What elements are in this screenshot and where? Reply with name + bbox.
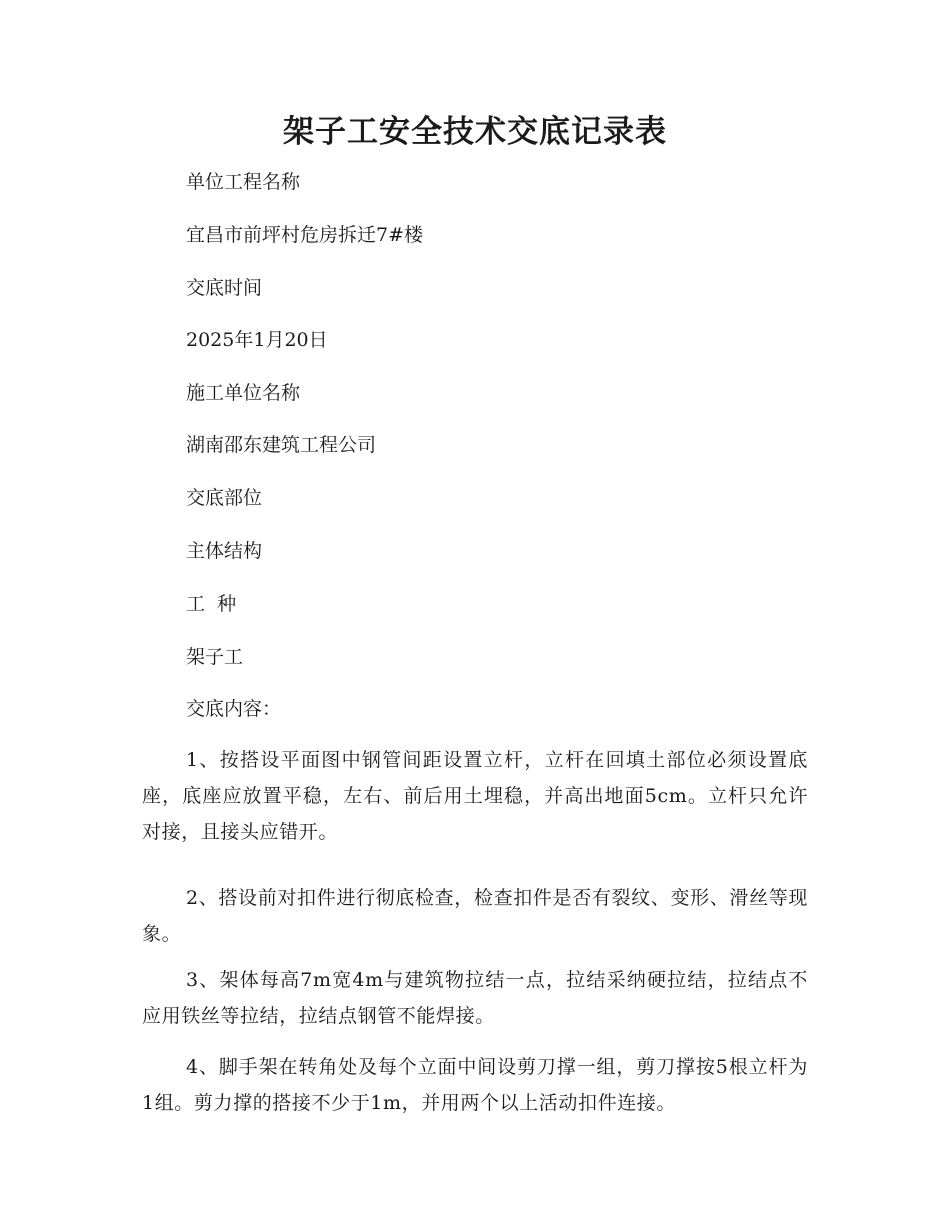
unit-project-label: 单位工程名称 xyxy=(186,171,301,193)
location-label: 交底部位 xyxy=(186,487,263,509)
content-paragraph-3: 3、架体每高7m宽4m与建筑物拉结一点，拉结采纳硬拉结，拉结点不应用铁丝等拉结，拉结点钢管不能焊接。 xyxy=(142,969,808,1027)
location-value: 主体结构 xyxy=(186,540,263,562)
time-value: 2025年1月20日 xyxy=(186,329,328,351)
construction-unit-value: 湖南邵东建筑工程公司 xyxy=(186,434,377,456)
trade-value: 架子工 xyxy=(186,646,244,668)
content-paragraph-2: 2、搭设前对扣件进行彻底检查，检查扣件是否有裂纹、变形、滑丝等现象。 xyxy=(142,887,808,945)
time-label: 交底时间 xyxy=(186,277,263,299)
content-paragraph-4: 4、脚手架在转角处及每个立面中间设剪刀撑一组，剪刀撑按5根立杆为1组。剪力撑的搭接不少于1m，并用两个以上活动扣件连接。 xyxy=(142,1056,808,1114)
content-label: 交底内容： xyxy=(186,698,282,720)
trade-label: 工 种 xyxy=(186,593,237,615)
content-paragraph-1: 1、按搭设平面图中钢管间距设置立杆，立杆在回填土部位必须设置底座，底座应放置平稳，左右、前后用土埋稳，并高出地面5cm。立杆只允许对接，且接头应错开。 xyxy=(142,749,808,843)
unit-project-value: 宜昌市前坪村危房拆迁7#楼 xyxy=(186,224,424,246)
document-title: 架子工安全技术交底记录表 xyxy=(283,114,667,150)
construction-unit-label: 施工单位名称 xyxy=(186,382,301,404)
